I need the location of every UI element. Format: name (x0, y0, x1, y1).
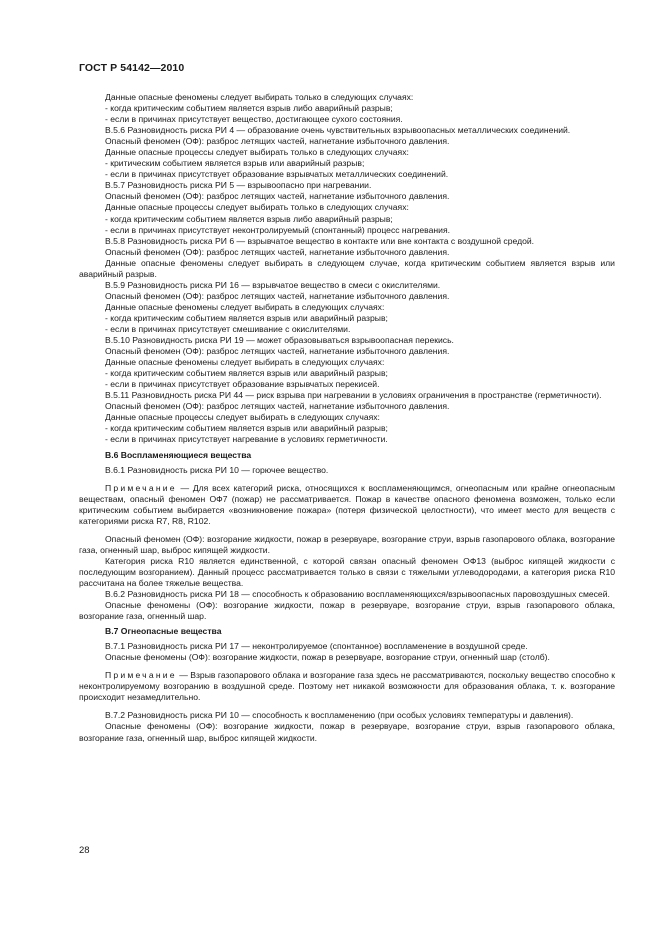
paragraph: Опасный феномен (ОФ): разброс летящих частей, нагнетание избыточного давления. (105, 246, 450, 257)
paragraph: Данные опасные феномены следует выбирать в следующих случаях: (105, 301, 385, 312)
paragraph: Данные опасные феномены следует выбирать в следующем случае, когда критическим событием является взрыв или аварийный разрыв. (79, 257, 615, 279)
paragraph: В.5.10 Разновидность риска РИ 19 — может образовываться взрывоопасная перекись. (105, 335, 454, 346)
paragraph: - когда критическим событием является взрыв либо аварийный разрыв; (105, 213, 393, 224)
paragraph: В.5.9 Разновидность риска РИ 16 — взрывчатое вещество в смеси с окислителями. (105, 279, 441, 290)
note-label: Примечание (105, 670, 177, 681)
paragraph: В.5.6 Разновидность риска РИ 4 — образование очень чувствительных взрывоопасных металлических соединений. (105, 125, 571, 136)
spacer (79, 663, 615, 670)
section-heading: В.6 Воспламеняющиеся вещества (105, 449, 252, 460)
paragraph: - если в причинах присутствует вещество, достигающее сухого состояния. (105, 114, 403, 125)
note-paragraph (79, 483, 615, 527)
paragraph: Категория риска R10 является единственной, с которой связан опасный феномен ОФ13 (выброс кипящей жидкости с последующим возгоранием). Данный процесс рассматривается только в связи с тяжелыми углеводородами, а категория риска R10 рассчитана на более тяжелые вещества. (79, 555, 615, 588)
paragraph: В.7.2 Разновидность риска РИ 10 — способность к воспламенению (при особых условиях температуры и давления). (105, 710, 574, 721)
paragraph: В.5.7 Разновидность риска РИ 5 — взрывоопасно при нагревании. (105, 180, 372, 191)
paragraph: В.6.2 Разновидность риска РИ 18 — способность к образованию воспламеняющихся/взрывоопасных паровоздушных смесей. (105, 589, 610, 600)
paragraph: - если в причинах присутствует смешивание с окислителями. (105, 323, 351, 334)
paragraph: Опасные феномены (ОФ): возгорание жидкости, пожар в резервуаре, возгорание струи, взрыв газопарового облака, возгорание газа, огненный шар, выброс кипящей жидкости. (79, 721, 615, 743)
page-number: 28 (79, 845, 90, 856)
paragraph: Данные опасные феномены следует выбирать в следующих случаях: (105, 357, 385, 368)
spacer (79, 476, 615, 483)
note-label: Примечание (105, 482, 177, 493)
spacer (79, 703, 615, 710)
paragraph: Опасный феномен (ОФ): разброс летящих частей, нагнетание избыточного давления. (105, 346, 450, 357)
paragraph: - если в причинах присутствует неконтролируемый (спонтанный) процесс нагревания. (105, 224, 450, 235)
paragraph: Опасный феномен (ОФ): разброс летящих частей, нагнетание избыточного давления. (105, 401, 450, 412)
paragraph: В.7.1 Разновидность риска РИ 17 — неконтролируемое (спонтанное) воспламенение в воздушной среде. (105, 641, 528, 652)
paragraph: - если в причинах присутствует образование взрывчатых перекисей. (105, 379, 380, 390)
paragraph: В.6.1 Разновидность риска РИ 10 — горючее вещество. (105, 464, 329, 475)
paragraph: - если в причинах присутствует нагревание в условиях герметичности. (105, 434, 388, 445)
paragraph: Опасные феномены (ОФ): возгорание жидкости, пожар в резервуаре, возгорание струи, взрыв газопарового облака, возгорание газа, огненный шар. (79, 600, 615, 622)
paragraph: - когда критическим событием является взрыв или аварийный разрыв; (105, 368, 388, 379)
paragraph: Опасный феномен (ОФ): возгорание жидкости, пожар в резервуаре, возгорание струи, взрыв газопарового облака, возгорание газа, огненный шар, выброс кипящей жидкости. (79, 533, 615, 555)
paragraph: В.5.11 Разновидность риска РИ 44 — риск взрыва при нагревании в условиях ограничения в пространстве (герметичности). (105, 390, 602, 401)
note-text: — Взрыв газопарового облака и возгорание газа здесь не рассматриваются, поскольку вещество способно к неконтролируемому возгоранию в воздушной среде. Поэтому нет никакой возможности для образования облака, т. к. возгорание происходит незамедлительно. (79, 670, 615, 703)
paragraph: Данные опасные процессы следует выбирать только в следующих случаях: (105, 147, 409, 158)
paragraph: Опасные феномены (ОФ): возгорание жидкости, пожар в резервуаре, возгорание струи, огненный шар (столб). (105, 652, 550, 663)
paragraph: - когда критическим событием является взрыв либо аварийный разрыв; (105, 103, 393, 114)
paragraph: В.5.8 Разновидность риска РИ 6 — взрывчатое вещество в контакте или вне контакта с воздушной средой. (105, 235, 535, 246)
paragraph: - критическим событием является взрыв или аварийный разрыв; (105, 158, 365, 169)
paragraph: Опасный феномен (ОФ): разброс летящих частей, нагнетание избыточного давления. (105, 136, 450, 147)
paragraph: Данные опасные процессы следует выбирать только в следующих случаях: (105, 202, 409, 213)
paragraph: - когда критическим событием является взрыв или аварийный разрыв; (105, 312, 388, 323)
note-text: — Для всех категорий риска, относящихся к воспламеняющимся, огнеопасным или крайне огнеопасным веществам, опасный феномен ОФ7 (пожар) не рассматривается. Пожар в качестве опасного феномена возможен, только если критическим событием выбирается «возникновение пожара» (потеря физической целостности), что имеет место для веществ с категориями риска R7, R8, R102. (79, 482, 615, 526)
document-body (79, 92, 615, 744)
paragraph: Опасный феномен (ОФ): разброс летящих частей, нагнетание избыточного давления. (105, 290, 450, 301)
document-header: ГОСТ Р 54142—2010 (79, 62, 185, 74)
note-paragraph (79, 670, 615, 703)
paragraph: Данные опасные процессы следует выбирать в следующих случаях: (105, 412, 380, 423)
paragraph: Опасный феномен (ОФ): разброс летящих частей, нагнетание избыточного давления. (105, 191, 450, 202)
spacer (79, 527, 615, 534)
paragraph: - если в причинах присутствует образование взрывчатых металлических соединений. (105, 169, 449, 180)
section-heading: В.7 Огнеопасные вещества (105, 626, 222, 637)
paragraph: Данные опасные феномены следует выбирать только в следующих случаях: (105, 92, 414, 102)
paragraph: - когда критическим событием является взрыв или аварийный разрыв; (105, 423, 388, 434)
